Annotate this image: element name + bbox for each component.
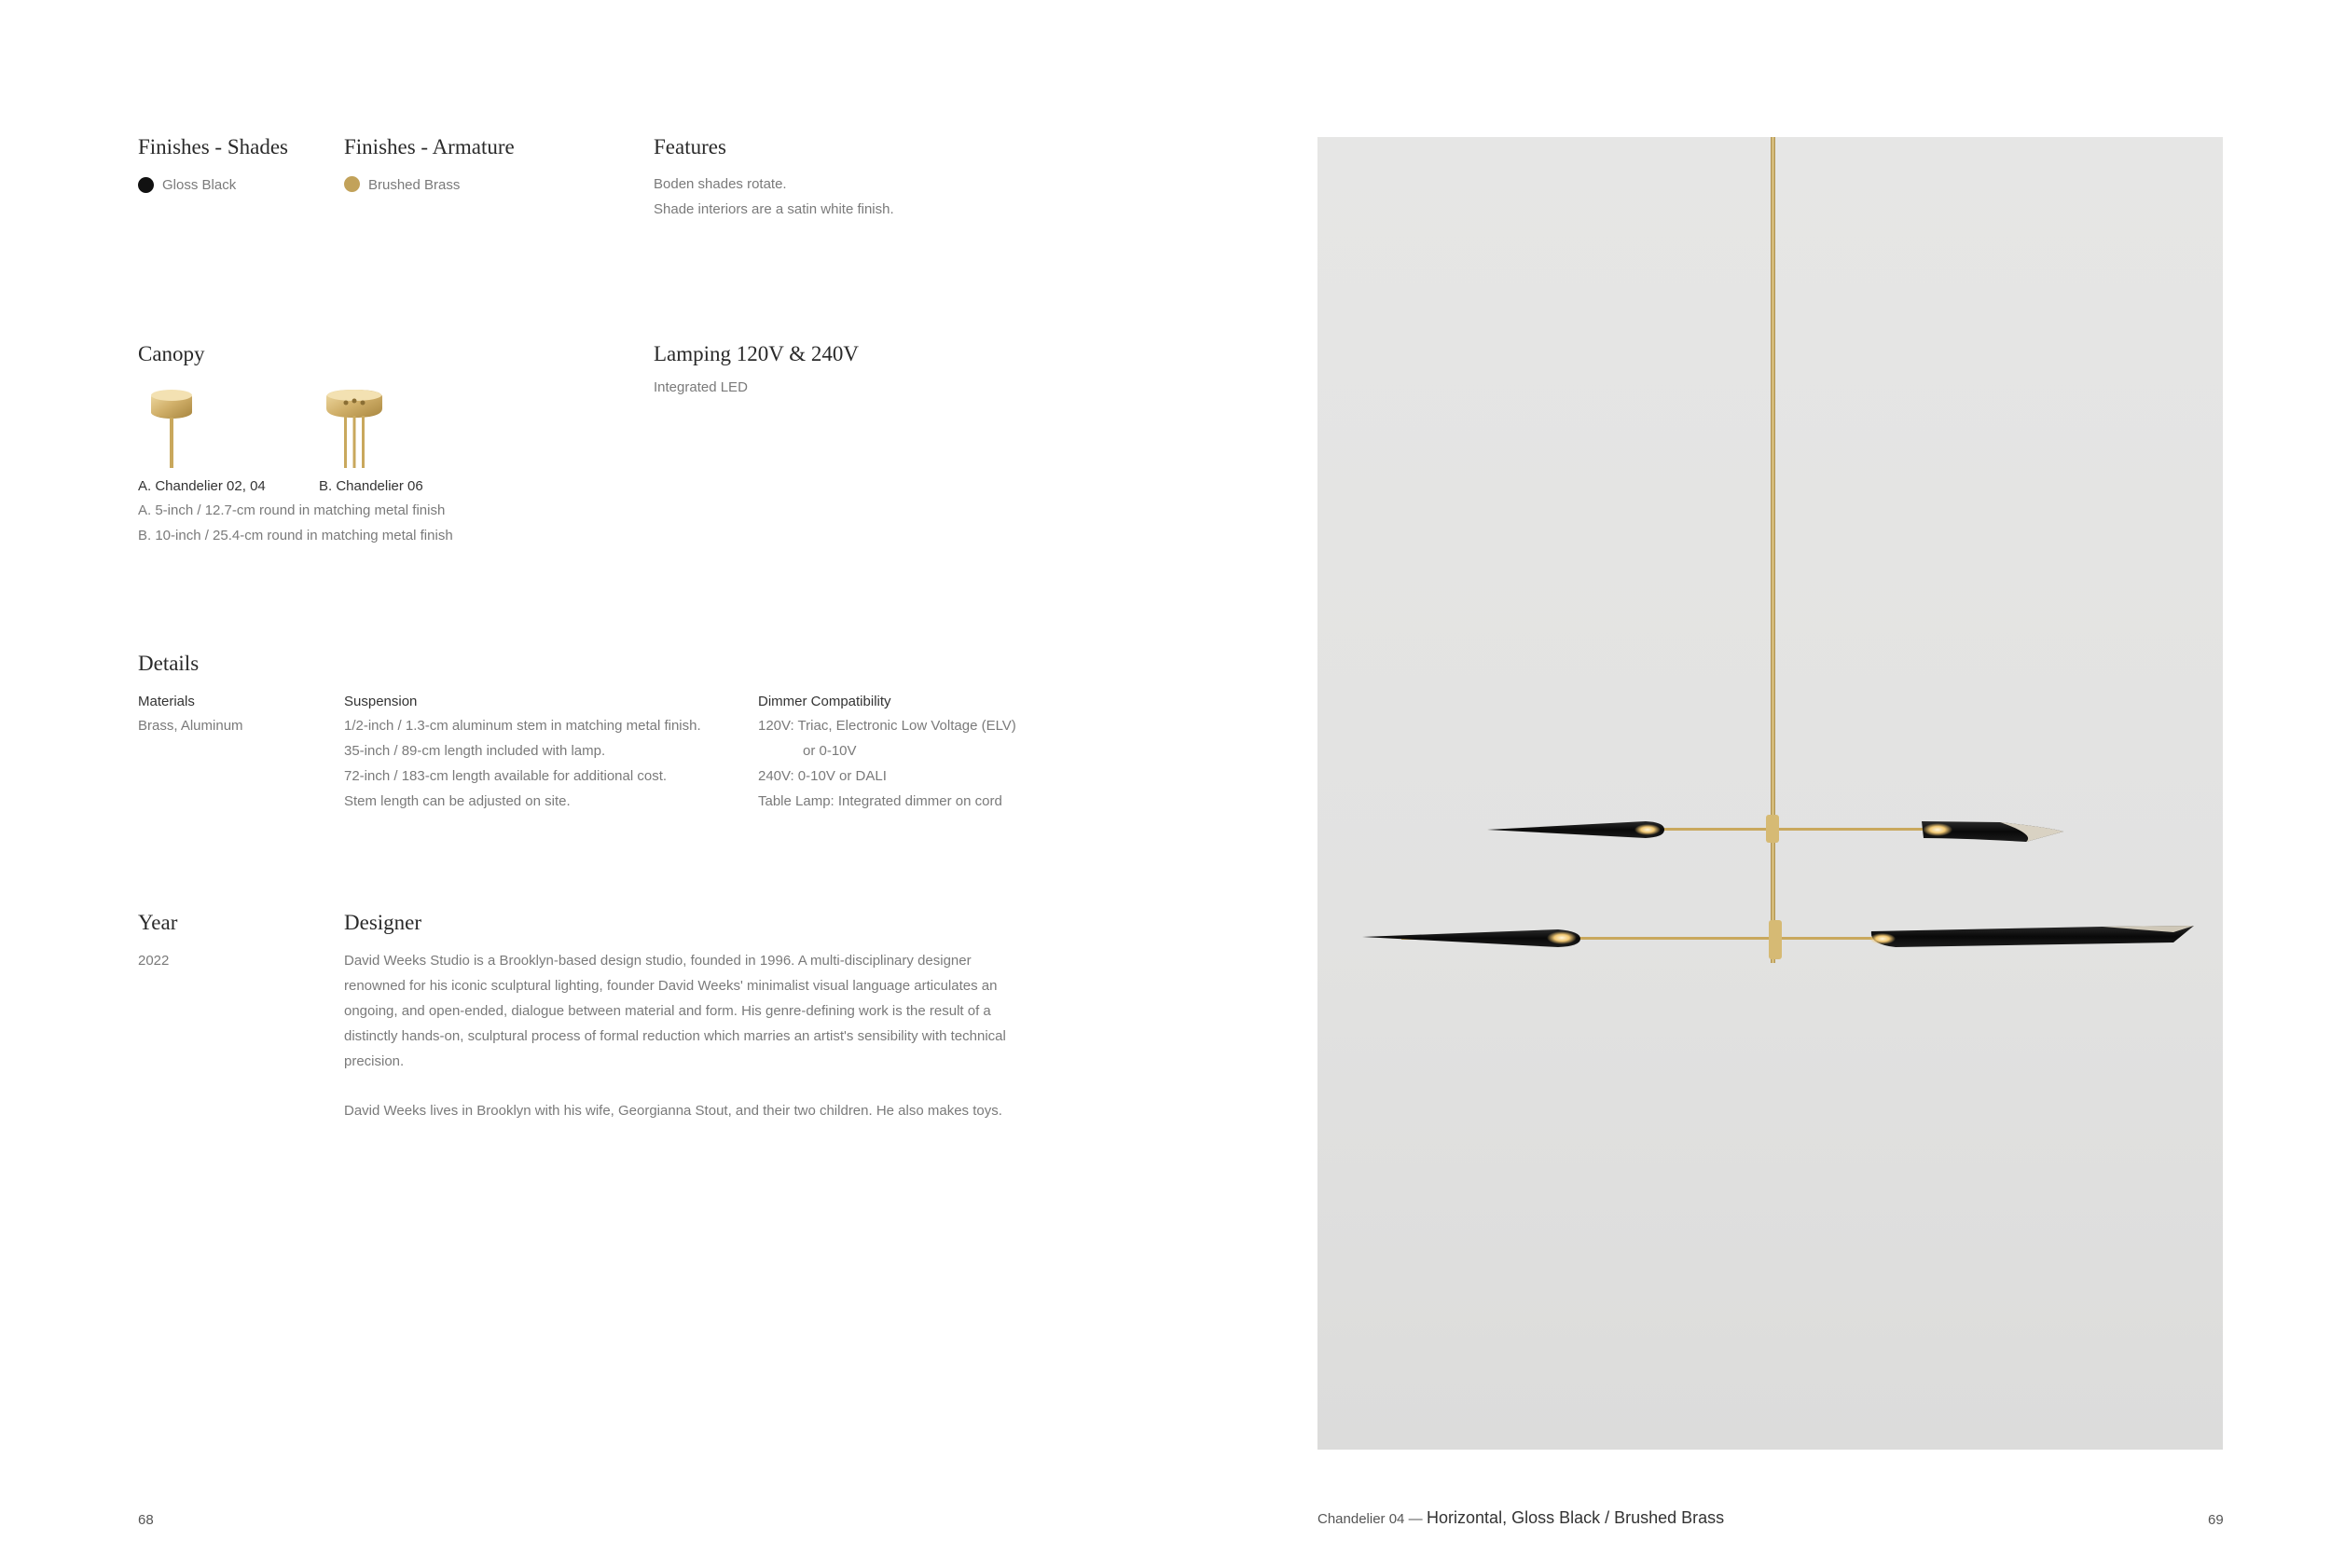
- lamping-text: Integrated LED: [654, 379, 748, 395]
- canopy-b-label: B. Chandelier 06: [319, 478, 423, 494]
- canopy-a-label: A. Chandelier 02, 04: [138, 478, 266, 494]
- designer-paragraph-1: David Weeks Studio is a Brooklyn-based design studio, founded in 1996. A multi-disciplinary designer renowned for his iconic sculptural lighting, founder David Weeks' minimalist visual language articulates an ongoing, and open-ended, dialogue between material and form. His genre-defining work is the result of a distinctly hands-on, sculptural process of formal reduction which marries an artist's sensibility with technical precision.: [344, 953, 1006, 1069]
- dimmer-line-2: or 0-10V: [803, 743, 857, 759]
- chandelier-illustration: [1317, 137, 2223, 1450]
- details-heading: Details: [138, 652, 200, 675]
- dimmer-label: Dimmer Compatibility: [758, 694, 891, 709]
- canopy-b-image: [317, 384, 392, 470]
- photo-caption: [1317, 1508, 1724, 1528]
- features-heading: Features: [654, 135, 726, 158]
- gloss-black-swatch: [138, 177, 154, 193]
- page-number-right: 69: [2208, 1512, 2224, 1528]
- dimmer-line-1: 120V: Triac, Electronic Low Voltage (ELV): [758, 718, 1016, 734]
- canopy-line-1: A. 5-inch / 12.7-cm round in matching metal finish: [138, 502, 446, 518]
- lamping-heading: Lamping 120V & 240V: [654, 342, 859, 365]
- suspension-line-3: 72-inch / 183-cm length available for additional cost.: [344, 768, 668, 784]
- finishes-shades-heading: Finishes - Shades: [138, 135, 288, 158]
- canopy-heading: Canopy: [138, 342, 205, 365]
- dimmer-line-3: 240V: 0-10V or DALI: [758, 768, 887, 784]
- materials-value: Brass, Aluminum: [138, 718, 243, 734]
- canopy-line-2: B. 10-inch / 25.4-cm round in matching metal finish: [138, 528, 453, 543]
- materials-label: Materials: [138, 694, 195, 709]
- features-line-1: Boden shades rotate.: [654, 176, 787, 192]
- finishes-armature-heading: Finishes - Armature: [344, 135, 515, 158]
- suspension-line-1: 1/2-inch / 1.3-cm aluminum stem in matching metal finish.: [344, 718, 701, 734]
- designer-paragraph-2: David Weeks lives in Brooklyn with his wife, Georgianna Stout, and their two children. He also makes toys.: [344, 1103, 1002, 1119]
- brushed-brass-label: Brushed Brass: [368, 177, 461, 193]
- product-photo: [1317, 137, 2223, 1450]
- designer-heading: Designer: [344, 911, 422, 934]
- year-value: 2022: [138, 953, 170, 969]
- caption-variant: Horizontal, Gloss Black / Brushed Brass: [1427, 1508, 1725, 1527]
- page-number-left: 68: [138, 1512, 154, 1528]
- features-line-2: Shade interiors are a satin white finish.: [654, 201, 894, 217]
- caption-model: Chandelier 04 —: [1317, 1511, 1423, 1527]
- dimmer-line-4: Table Lamp: Integrated dimmer on cord: [758, 793, 1002, 809]
- suspension-label: Suspension: [344, 694, 418, 709]
- year-heading: Year: [138, 911, 178, 934]
- suspension-line-4: Stem length can be adjusted on site.: [344, 793, 571, 809]
- brushed-brass-swatch: [344, 176, 360, 192]
- suspension-line-2: 35-inch / 89-cm length included with lamp.: [344, 743, 606, 759]
- gloss-black-label: Gloss Black: [162, 177, 237, 193]
- canopy-a-image: [138, 384, 213, 470]
